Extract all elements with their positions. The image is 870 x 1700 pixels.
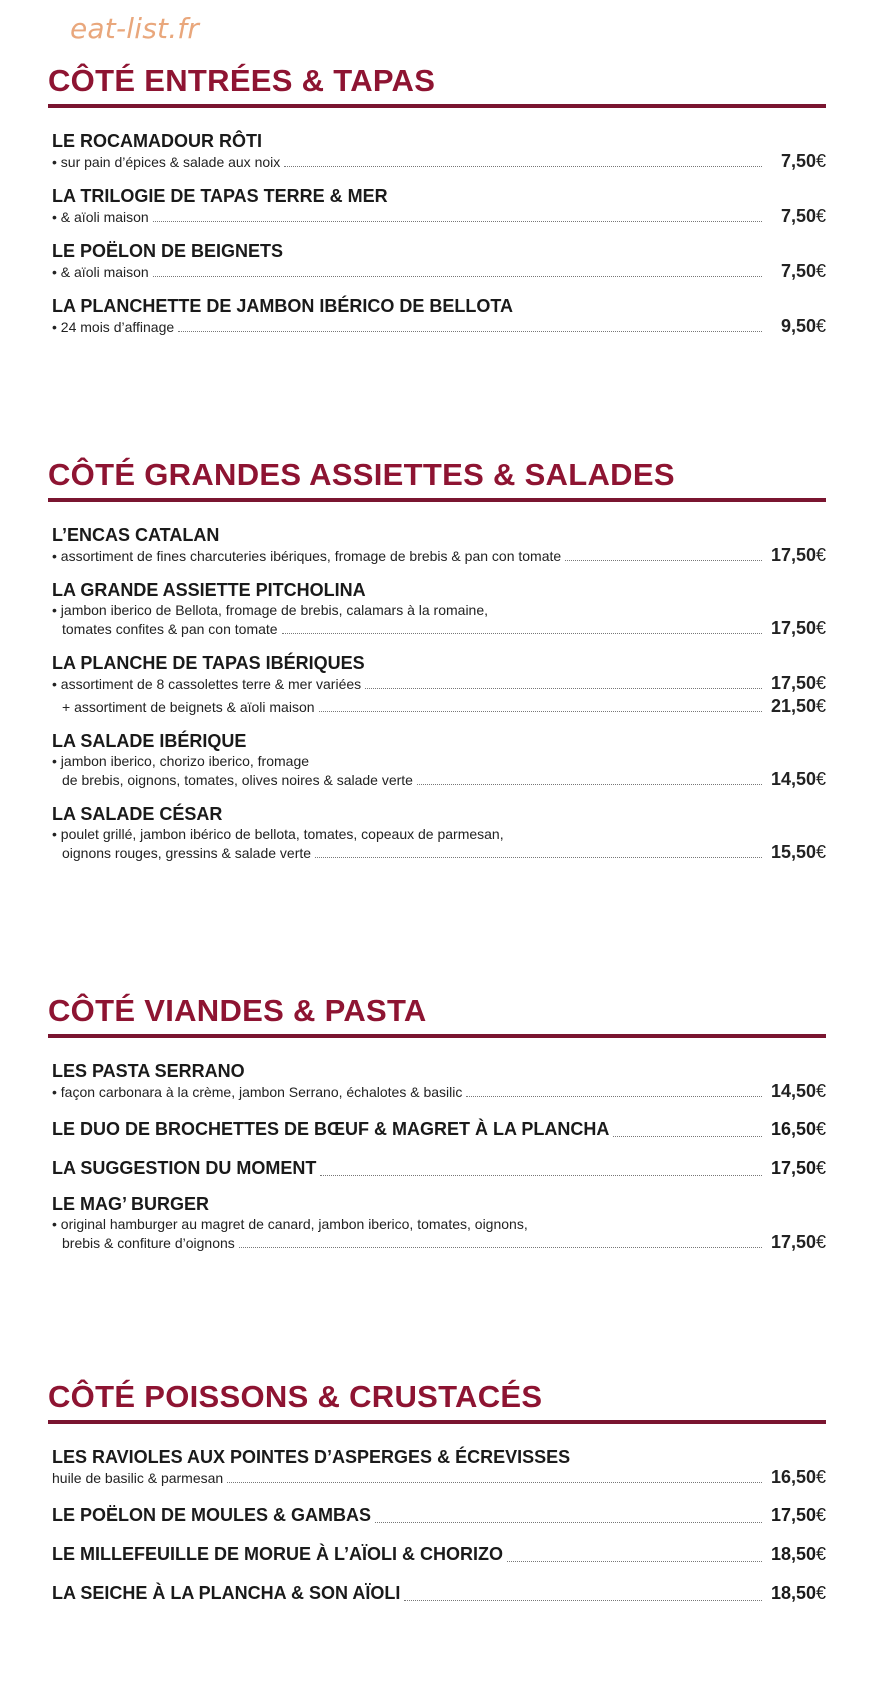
item-name: LE ROCAMADOUR RÔTI [52, 131, 262, 151]
item-description [52, 262, 826, 281]
item-row [52, 1583, 826, 1604]
dot-leader [319, 710, 762, 712]
dot-leader [227, 1481, 762, 1483]
dot-leader [239, 1246, 762, 1248]
item-name: LE DUO DE BROCHETTES DE BŒUF & MAGRET À LA PLANCHA [52, 1119, 610, 1139]
euro-sign: € [815, 1158, 826, 1178]
price-value: 14,50 [770, 769, 816, 789]
item-row [52, 1544, 826, 1565]
item-name: LE POËLON DE MOULES & GAMBAS [52, 1505, 372, 1525]
dot-leader [466, 1095, 762, 1097]
item-description [52, 317, 826, 336]
menu-section [48, 62, 826, 336]
item-price [770, 546, 826, 564]
description-text: huile de basilic & parmesan [52, 1470, 224, 1486]
dot-leader [153, 220, 762, 222]
item-name: LA SALADE CÉSAR [52, 804, 223, 824]
item-price [770, 1505, 826, 1526]
item-description [52, 207, 826, 226]
dot-leader [613, 1135, 762, 1137]
item-name: LE MAG’ BURGER [52, 1194, 210, 1214]
item-description [52, 770, 826, 789]
dot-leader [320, 1174, 762, 1176]
item-description [52, 1233, 826, 1252]
price-value: 7,50 [780, 261, 816, 281]
menu-item [52, 1583, 826, 1604]
item-description [52, 1082, 826, 1101]
euro-sign: € [815, 769, 826, 789]
item-description [52, 619, 826, 638]
dot-leader [417, 783, 762, 785]
euro-sign: € [815, 151, 826, 171]
item-name: LE POËLON DE BEIGNETS [52, 241, 284, 261]
description-text: tomates confites & pan con tomate [62, 621, 278, 637]
item-name: LES RAVIOLES AUX POINTES D’ASPERGES & ÉCREVISSES [52, 1447, 571, 1467]
item-name: L’ENCAS CATALAN [52, 525, 220, 545]
watermark-logo: eat-list.fr [70, 12, 200, 45]
item-price [770, 697, 826, 715]
menu-section [48, 992, 826, 1252]
menu-section [48, 1378, 826, 1604]
dot-leader [282, 632, 762, 634]
menu-item [52, 295, 826, 336]
menu-item [52, 1158, 826, 1179]
price-value: 17,50 [770, 673, 816, 693]
price-value: 16,50 [770, 1467, 816, 1487]
item-name: LE MILLEFEUILLE DE MORUE À L’AÏOLI & CHORIZO [52, 1544, 503, 1564]
euro-sign: € [815, 316, 826, 336]
item-name: LA SEICHE À LA PLANCHA & SON AÏOLI [52, 1583, 401, 1603]
item-description [52, 843, 826, 862]
item-price [770, 1468, 826, 1486]
price-value: 21,50 [770, 696, 816, 716]
section-items [48, 1424, 826, 1604]
menu-item [52, 1446, 826, 1487]
dot-leader [565, 559, 762, 561]
item-price [770, 674, 826, 692]
item-description [52, 674, 826, 693]
item-price [770, 262, 826, 280]
description-text: • assortiment de fines charcuteries ibériques, fromage de brebis & pan con tomate [52, 548, 562, 564]
price-value: 7,50 [780, 151, 816, 171]
price-value: 9,50 [780, 316, 816, 336]
menu-section [48, 456, 826, 862]
item-row [52, 1158, 826, 1179]
description-text: • jambon iberico, chorizo iberico, fromage [52, 753, 310, 769]
dot-leader [507, 1560, 762, 1562]
item-name: LA TRILOGIE DE TAPAS TERRE & MER [52, 186, 388, 206]
dot-leader [153, 275, 762, 277]
section-title: CÔTÉ ENTRÉES & TAPAS [48, 62, 826, 108]
item-description [52, 601, 826, 619]
euro-sign: € [815, 618, 826, 638]
item-row [52, 1119, 826, 1140]
section-title: CÔTÉ VIANDES & PASTA [48, 992, 826, 1038]
dot-leader [178, 330, 762, 332]
item-description [52, 1468, 826, 1487]
description-text: • façon carbonara à la crème, jambon Serrano, échalotes & basilic [52, 1084, 463, 1100]
menu-item [52, 185, 826, 226]
price-value: 17,50 [770, 618, 816, 638]
euro-sign: € [815, 206, 826, 226]
euro-sign: € [815, 1583, 826, 1603]
dot-leader [284, 165, 762, 167]
euro-sign: € [815, 842, 826, 862]
item-name: LA PLANCHETTE DE JAMBON IBÉRICO DE BELLOTA [52, 296, 514, 316]
item-description [52, 152, 826, 171]
menu-item [52, 1505, 826, 1526]
item-name: LA SUGGESTION DU MOMENT [52, 1158, 317, 1178]
euro-sign: € [815, 696, 826, 716]
description-text: • sur pain d’épices & salade aux noix [52, 154, 281, 170]
dot-leader [365, 687, 762, 689]
euro-sign: € [815, 261, 826, 281]
description-text: • & aïoli maison [52, 209, 149, 225]
description-text: • poulet grillé, jambon ibérico de bellota, tomates, copeaux de parmesan, [52, 826, 504, 842]
description-text: • 24 mois d’affinage [52, 319, 175, 335]
price-value: 14,50 [770, 1081, 816, 1101]
menu-item [52, 579, 826, 638]
description-text: • & aïoli maison [52, 264, 149, 280]
item-extra [52, 697, 826, 716]
item-price [770, 770, 826, 788]
item-price [770, 1158, 826, 1179]
dot-leader [404, 1599, 762, 1601]
section-title: CÔTÉ GRANDES ASSIETTES & SALADES [48, 456, 826, 502]
price-value: 17,50 [770, 1505, 816, 1525]
description-text: oignons rouges, gressins & salade verte [62, 845, 312, 861]
item-price [770, 207, 826, 225]
description-text: • jambon iberico de Bellota, fromage de brebis, calamars à la romaine, [52, 602, 489, 618]
menu-item [52, 524, 826, 565]
menu-item [52, 803, 826, 862]
section-items [48, 108, 826, 336]
item-price [770, 1233, 826, 1251]
item-description [52, 546, 826, 565]
section-title: CÔTÉ POISSONS & CRUSTACÉS [48, 1378, 826, 1424]
description-text: • assortiment de 8 cassolettes terre & mer variées [52, 676, 362, 692]
extra-text: + assortiment de beignets & aïoli maison [62, 699, 315, 715]
item-description [52, 752, 826, 770]
menu-item [52, 1060, 826, 1101]
euro-sign: € [815, 1119, 826, 1139]
section-items [48, 502, 826, 862]
menu-item [52, 240, 826, 281]
dot-leader [375, 1521, 762, 1523]
price-value: 17,50 [770, 545, 816, 565]
description-text: • original hamburger au magret de canard, jambon iberico, tomates, oignons, [52, 1216, 528, 1232]
item-name: LA GRANDE ASSIETTE PITCHOLINA [52, 580, 366, 600]
menu-item [52, 1193, 826, 1252]
item-price [770, 1119, 826, 1140]
item-price [770, 1082, 826, 1100]
euro-sign: € [815, 1505, 826, 1525]
item-name: LA SALADE IBÉRIQUE [52, 731, 247, 751]
menu-item [52, 652, 826, 716]
menu-item [52, 730, 826, 789]
item-row [52, 1505, 826, 1526]
price-value: 15,50 [770, 842, 816, 862]
price-value: 7,50 [780, 206, 816, 226]
euro-sign: € [815, 1467, 826, 1487]
item-price [770, 317, 826, 335]
description-text: brebis & confiture d’oignons [62, 1235, 235, 1251]
item-description [52, 1215, 826, 1233]
item-name: LES PASTA SERRANO [52, 1061, 245, 1081]
item-description [52, 825, 826, 843]
euro-sign: € [815, 545, 826, 565]
euro-sign: € [815, 673, 826, 693]
menu-item [52, 1544, 826, 1565]
item-price [770, 1544, 826, 1565]
item-price [770, 619, 826, 637]
euro-sign: € [815, 1232, 826, 1252]
dot-leader [315, 856, 762, 858]
item-price [770, 1583, 826, 1604]
price-value: 18,50 [770, 1583, 816, 1603]
menu-item [52, 130, 826, 171]
price-value: 16,50 [770, 1119, 816, 1139]
item-name: LA PLANCHE DE TAPAS IBÉRIQUES [52, 653, 365, 673]
price-value: 18,50 [770, 1544, 816, 1564]
item-price [770, 152, 826, 170]
description-text: de brebis, oignons, tomates, olives noires & salade verte [62, 772, 413, 788]
euro-sign: € [815, 1544, 826, 1564]
price-value: 17,50 [770, 1232, 816, 1252]
item-price [770, 843, 826, 861]
euro-sign: € [815, 1081, 826, 1101]
section-items [48, 1038, 826, 1252]
menu-item [52, 1119, 826, 1140]
price-value: 17,50 [770, 1158, 816, 1178]
